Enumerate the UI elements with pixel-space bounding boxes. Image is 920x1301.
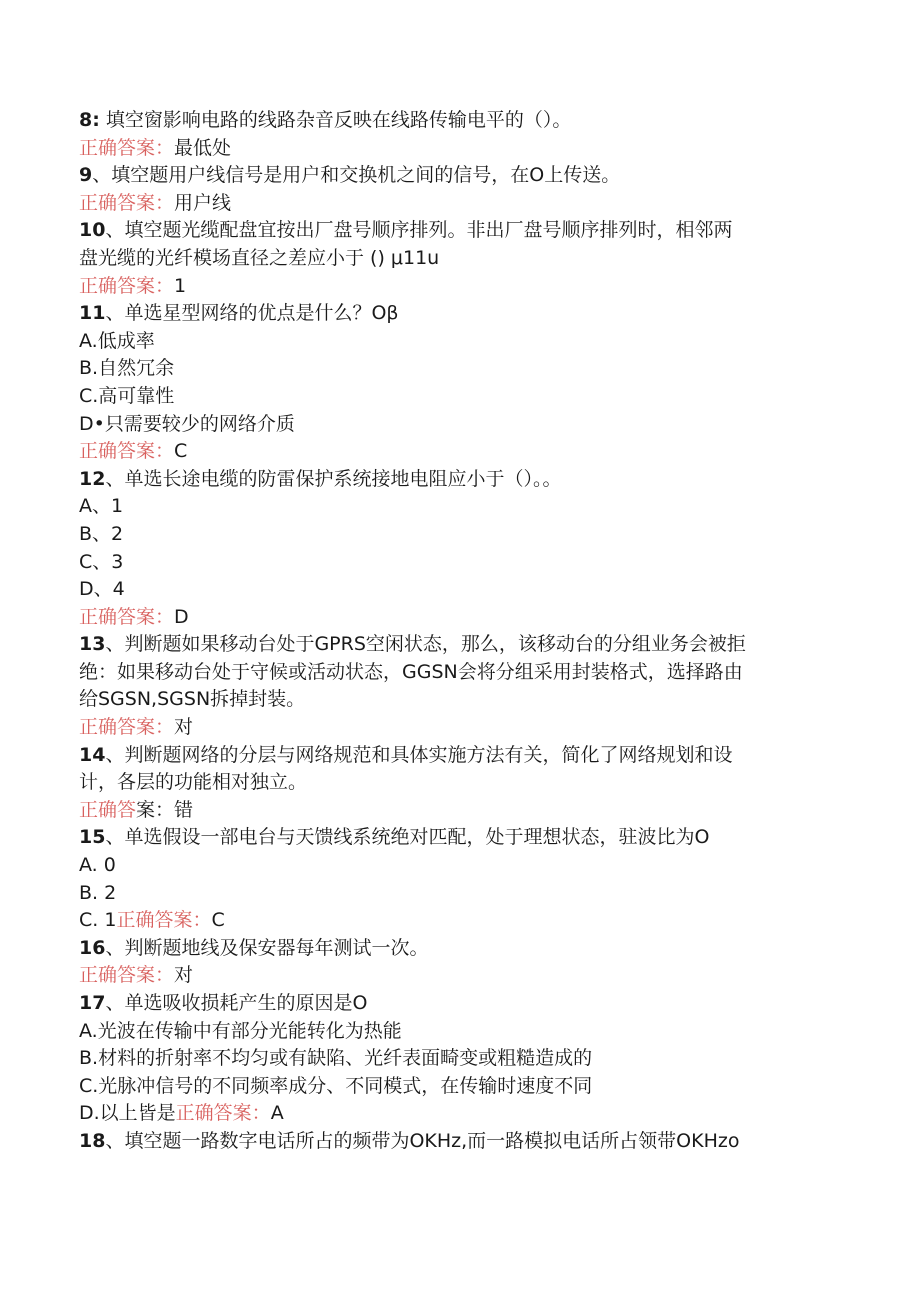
answer-value: 对	[174, 964, 194, 987]
question-line	[79, 162, 839, 190]
answer-value: 1	[174, 274, 187, 297]
line-text: D•只需要较少的网络介质	[79, 412, 295, 435]
question-number: 16	[79, 936, 106, 959]
answer-line	[79, 135, 839, 163]
answer-line	[79, 190, 839, 218]
text-line	[79, 1045, 839, 1073]
answer-value: 对	[174, 716, 194, 739]
line-text: C.高可靠性	[79, 384, 175, 407]
line-text: B.自然冗余	[79, 357, 175, 380]
line-text: C. 1	[79, 909, 117, 932]
text-line	[79, 411, 839, 439]
question-number: 17	[79, 992, 106, 1014]
text-line	[79, 852, 839, 880]
line-text: 、判断题地线及保安器每年测试一次。	[105, 936, 429, 959]
line-text: 计，各层的功能相对独立。	[79, 771, 308, 794]
line-text: 、判断题如果移动台处于GPRS空闲状态，那么，该移动台的分组业务会被拒	[105, 633, 746, 656]
line-text: 绝：如果移动台处于守候或活动状态，GGSN会将分组采用封装格式，选择路由	[79, 660, 743, 683]
answer-label: 正确答案：	[79, 440, 175, 463]
line-text: D、4	[79, 578, 125, 601]
answer-value: 最低处	[174, 136, 232, 159]
text-line	[79, 245, 839, 273]
answer-line	[79, 714, 839, 742]
line-text: A.低成率	[79, 329, 155, 352]
text-line	[79, 328, 839, 356]
answer-line	[79, 604, 839, 632]
question-line	[79, 217, 839, 245]
question-line	[79, 300, 839, 328]
answer-value: 案：错	[136, 798, 194, 821]
answer-value: D	[174, 605, 189, 628]
answer-label: 正确答案：	[79, 191, 175, 214]
question-number: 10	[79, 219, 106, 242]
answer-line	[79, 438, 839, 466]
answer-label: 正确答	[79, 798, 137, 821]
text-line	[79, 1073, 839, 1101]
line-text: 、填空题光缆配盘宜按出厂盘号顺序排列。非出厂盘号顺序排列时，相邻两	[105, 219, 733, 242]
answer-value: C	[174, 440, 188, 463]
text-line	[79, 576, 839, 604]
answer-label: 正确答案：	[79, 274, 175, 297]
question-line	[79, 935, 839, 963]
answer-line	[79, 797, 839, 825]
question-line	[79, 990, 839, 1018]
text-line	[79, 769, 839, 797]
text-line	[79, 383, 839, 411]
question-line	[79, 631, 839, 659]
answer-label: 正确答案：	[175, 1102, 271, 1125]
line-text: 、单选星型网络的优点是什么？Oβ	[105, 302, 399, 325]
line-text: A. 0	[79, 854, 116, 877]
line-text: 、单选吸收损耗产生的原因是O	[105, 992, 368, 1014]
line-text: 、填空题用户线信号是用户和交换机之间的信号，在O上传送。	[92, 164, 621, 187]
question-line	[79, 1128, 839, 1156]
answer-line	[79, 1100, 839, 1128]
answer-label: 正确答案：	[79, 605, 175, 628]
text-line	[79, 686, 839, 714]
text-line	[79, 521, 839, 549]
line-text: D.以上皆是	[79, 1102, 176, 1125]
question-number: 8:	[79, 109, 100, 131]
text-line	[79, 549, 839, 577]
line-text: A.光波在传输中有部分光能转化为热能	[79, 1019, 402, 1042]
line-text: 、填空题一路数字电话所占的频带为OKHz,而一路模拟电话所占领带OKHzo	[105, 1129, 740, 1152]
answer-value: 用户线	[174, 191, 232, 214]
answer-label: 正确答案：	[79, 716, 175, 739]
text-line	[79, 355, 839, 383]
answer-value: C	[211, 909, 225, 932]
question-number: 13	[79, 633, 106, 656]
line-text: 、单选假设一部电台与天馈线系统绝对匹配，处于理想状态，驻波比为O	[105, 826, 710, 849]
line-text: 给SGSN,SGSN拆掉封装。	[79, 688, 306, 711]
answer-label: 正确答案：	[79, 964, 175, 987]
question-line	[79, 742, 839, 770]
line-text: 填空窗影响电路的线路杂音反映在线路传输电平的（）。	[99, 109, 572, 131]
question-line	[79, 824, 839, 852]
question-line	[79, 466, 839, 494]
text-line	[79, 493, 839, 521]
line-text: B.材料的折射率不均匀或有缺陷、光纤表面畸变或粗糙造成的	[79, 1047, 593, 1070]
text-line	[79, 1018, 839, 1046]
question-line	[79, 107, 839, 135]
answer-line	[79, 962, 839, 990]
answer-label: 正确答案：	[79, 136, 175, 159]
answer-line	[79, 907, 839, 935]
line-text: A、1	[79, 495, 124, 518]
text-line	[79, 659, 839, 687]
line-text: C、3	[79, 550, 124, 573]
question-number: 12	[79, 467, 106, 490]
line-text: 、判断题网络的分层与网络规范和具体实施方法有关，简化了网络规划和设	[105, 743, 733, 766]
line-text: 盘光缆的光纤模场直径之差应小于 () μ11u	[79, 246, 440, 269]
question-number: 14	[79, 743, 106, 766]
line-text: C.光脉冲信号的不同频率成分、不同模式，在传输时速度不同	[79, 1074, 593, 1097]
question-number: 15	[79, 826, 106, 849]
answer-label: 正确答案：	[116, 909, 212, 932]
text-line	[79, 880, 839, 908]
document-page	[79, 107, 839, 1156]
line-text: B、2	[79, 522, 124, 545]
line-text: 、单选长途电缆的防雷保护系统接地电阻应小于（）。。	[105, 467, 562, 490]
question-number: 11	[79, 302, 106, 325]
question-number: 9	[79, 164, 93, 187]
answer-line	[79, 273, 839, 301]
answer-value: A	[270, 1102, 284, 1125]
question-number: 18	[79, 1129, 106, 1152]
line-text: B. 2	[79, 881, 117, 904]
